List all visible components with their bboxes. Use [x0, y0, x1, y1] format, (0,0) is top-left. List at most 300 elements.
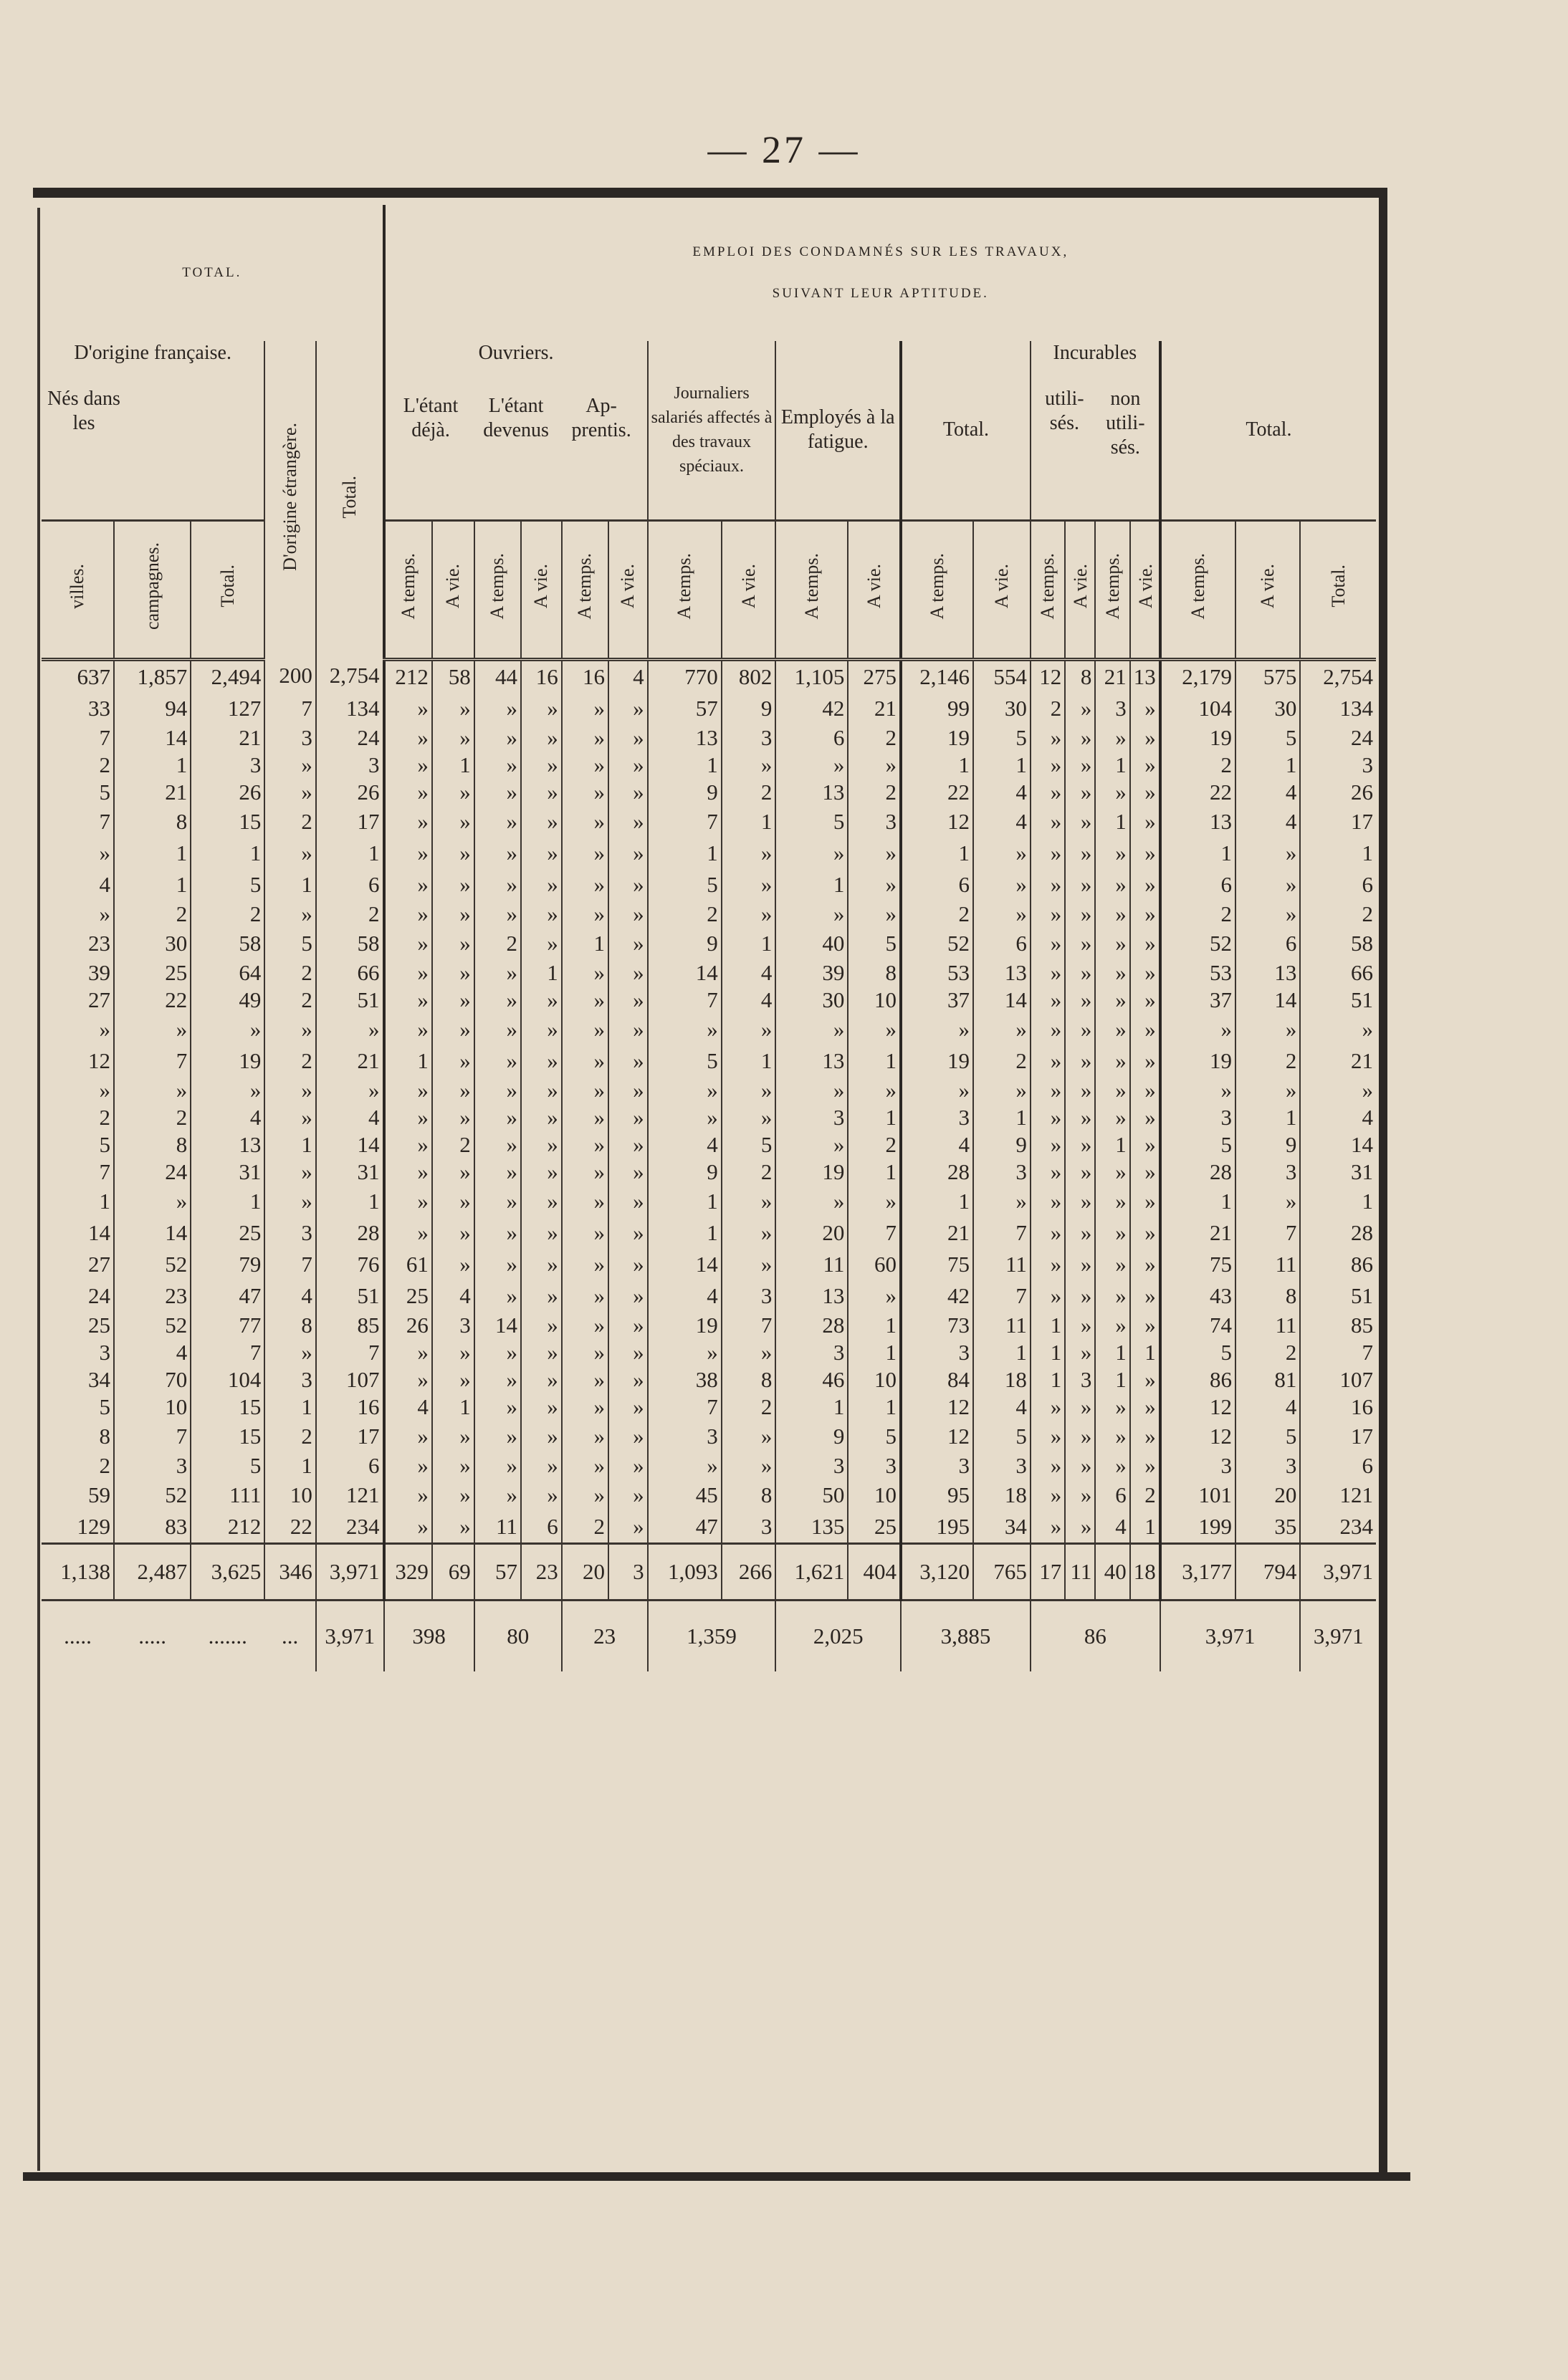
- table-row-cell: 13: [775, 1280, 848, 1312]
- table-row-cell: 30: [114, 928, 191, 959]
- table-row-cell: 1: [1235, 1104, 1300, 1131]
- table-row-cell: 21: [1160, 1217, 1235, 1249]
- table-row-cell: »: [521, 869, 562, 901]
- table-row-cell: 1: [1031, 1366, 1065, 1393]
- table-row-cell: »: [521, 1312, 562, 1339]
- table-row-cell: 2: [114, 901, 191, 928]
- bottom-rule: [23, 2172, 1410, 2181]
- table-row-cell: 7: [316, 1339, 384, 1366]
- table-row-cell: 14: [973, 987, 1031, 1014]
- totals-row-cell: 404: [848, 1543, 901, 1600]
- table-row-cell: »: [1095, 1452, 1129, 1479]
- table-row-cell: »: [722, 869, 776, 901]
- table-row-cell: »: [264, 1186, 316, 1217]
- table-row-cell: »: [608, 1339, 648, 1366]
- table-row-cell: 2: [1300, 901, 1376, 928]
- table-row-cell: 4: [722, 987, 776, 1014]
- table-row-cell: »: [521, 987, 562, 1014]
- table-row-cell: 2: [99, 1104, 110, 1130]
- table-row-cell: »: [1065, 901, 1095, 928]
- table-row-cell: »: [1031, 1421, 1065, 1452]
- table-row-cell: »: [1065, 838, 1095, 869]
- table-row-cell: 70: [114, 1366, 191, 1393]
- table-row-cell: 12: [901, 1421, 973, 1452]
- totals-row: [42, 1543, 1376, 1600]
- table-row-cell: »: [474, 1158, 521, 1186]
- header-emploi: [384, 205, 1376, 341]
- table-row-cell: 3: [1235, 1452, 1300, 1479]
- table-row-cell: 1: [722, 928, 776, 959]
- table-row-cell: 46: [775, 1366, 848, 1393]
- col-atemps-1: [384, 520, 432, 659]
- table-row: [42, 1479, 1376, 1511]
- table-row-cell: »: [521, 779, 562, 806]
- col-avie-8: [1130, 520, 1160, 659]
- table-row-cell: »: [1235, 1186, 1300, 1217]
- table-row-cell: »: [562, 1217, 608, 1249]
- table-row-cell: 3: [722, 1511, 776, 1544]
- table-row-cell: »: [562, 1131, 608, 1158]
- table-row-cell: »: [432, 779, 474, 806]
- table-row-cell: 73: [901, 1312, 973, 1339]
- table-row-cell: 39: [775, 959, 848, 987]
- table-row: [42, 901, 1376, 928]
- table-row-cell: 1: [775, 869, 848, 901]
- table-row-cell: 14: [87, 1219, 110, 1245]
- table-row-cell: 15: [191, 1421, 264, 1452]
- table-row-cell: 5: [191, 869, 264, 901]
- table-row-cell: »: [848, 1186, 901, 1217]
- table-row-cell: »: [521, 1045, 562, 1077]
- table-row-cell: »: [474, 987, 521, 1014]
- col-atemps-3-label: A temps.: [574, 552, 596, 620]
- table-row-cell: »: [432, 1421, 474, 1452]
- table-row-cell: »: [1235, 869, 1300, 901]
- table-row-cell: »: [608, 1014, 648, 1045]
- table-row-cell: 1: [1095, 752, 1129, 779]
- table-row-cell: 4: [901, 1131, 973, 1158]
- col-atemps-4-label: A temps.: [674, 552, 695, 620]
- table-row-cell: »: [1065, 987, 1095, 1014]
- table-row-cell: »: [1095, 838, 1129, 869]
- table-row-cell: »: [432, 901, 474, 928]
- table-row-cell: 4: [648, 1131, 722, 1158]
- table-row-cell: »: [562, 959, 608, 987]
- table-row-cell: 554: [973, 659, 1031, 693]
- table-row-cell: 57: [648, 693, 722, 724]
- table-row-cell: 129: [77, 1513, 110, 1539]
- totals-row-cell: 57: [474, 1543, 521, 1600]
- table-row-cell: »: [1031, 1158, 1065, 1186]
- table-row-cell: »: [1031, 1249, 1065, 1280]
- table-row-cell: 9: [648, 1158, 722, 1186]
- header-origine-fr-label: D'origine française.: [74, 342, 231, 364]
- table-row-cell: 11: [973, 1249, 1031, 1280]
- totals-row-cell: 794: [1235, 1543, 1300, 1600]
- table-row-cell: 2: [722, 1393, 776, 1421]
- col-total-last-label: Total.: [1327, 565, 1349, 608]
- table-row-cell: »: [474, 1339, 521, 1366]
- table-row-cell: 15: [191, 806, 264, 838]
- totals-row-cell: 1,093: [648, 1543, 722, 1600]
- table-row-cell: 4: [1095, 1511, 1129, 1544]
- table-row-cell: 5: [648, 869, 722, 901]
- table-row-cell: »: [1065, 869, 1095, 901]
- table-row-cell: 7: [1300, 1339, 1376, 1366]
- table-row-cell: »: [973, 1077, 1031, 1104]
- table-row-cell: 1: [848, 1393, 901, 1421]
- table-row-cell: »: [1065, 752, 1095, 779]
- table-row-cell: 4: [264, 1280, 316, 1312]
- table-row: [42, 1045, 1376, 1077]
- table-row-cell: »: [384, 869, 432, 901]
- table-row-cell: »: [1130, 838, 1160, 869]
- table-row-cell: »: [384, 959, 432, 987]
- table-row-cell: 24: [87, 1282, 110, 1308]
- table-row-cell: »: [1130, 1014, 1160, 1045]
- table-row-cell: 12: [1160, 1421, 1235, 1452]
- table-row: [42, 1366, 1376, 1393]
- table-row-cell: »: [432, 869, 474, 901]
- table-row-cell: 2: [973, 1045, 1031, 1077]
- table-row-cell: »: [384, 752, 432, 779]
- table-row-cell: 11: [474, 1511, 521, 1544]
- table-row-cell: 84: [901, 1366, 973, 1393]
- table-row-cell: »: [1065, 1077, 1095, 1104]
- table-row-cell: »: [1031, 1077, 1065, 1104]
- table-row-cell: »: [1065, 779, 1095, 806]
- table-row-cell: 1: [648, 838, 722, 869]
- table-row-cell: 1: [562, 928, 608, 959]
- header-nes: Nés dans les: [47, 388, 120, 434]
- table-row-cell: 3: [316, 752, 384, 779]
- table-row-cell: »: [608, 1158, 648, 1186]
- table-row-cell: »: [562, 1158, 608, 1186]
- table-row-cell: 212: [384, 659, 432, 693]
- table-row-cell: 1: [648, 1186, 722, 1217]
- table-row-cell: »: [775, 1077, 848, 1104]
- table-row-cell: »: [1130, 1366, 1160, 1393]
- table-row-cell: 121: [1300, 1479, 1376, 1511]
- table-row-cell: 135: [775, 1511, 848, 1544]
- col-avie-8-label: A vie.: [1134, 563, 1156, 609]
- table-row-cell: »: [384, 987, 432, 1014]
- table-row-cell: »: [1031, 1014, 1065, 1045]
- table-row-cell: 5: [848, 1421, 901, 1452]
- table-row-cell: 5: [775, 806, 848, 838]
- table-row-cell: »: [1065, 928, 1095, 959]
- table-row-cell: »: [562, 869, 608, 901]
- table-row-cell: 2: [264, 1045, 316, 1077]
- table-row-cell: 18: [973, 1366, 1031, 1393]
- col-avie-4: [722, 520, 776, 659]
- table-row-cell: 86: [1160, 1366, 1235, 1393]
- totals-row-cell: 3,177: [1160, 1543, 1235, 1600]
- table-row-cell: 2: [848, 1131, 901, 1158]
- table-row-cell: »: [1031, 959, 1065, 987]
- table-row-cell: »: [1031, 779, 1065, 806]
- table-row-cell: 6: [521, 1511, 562, 1544]
- header-etant-devenus: L'étant devenus: [483, 395, 549, 441]
- table-row-cell: »: [848, 1280, 901, 1312]
- final-total-cell: 80: [474, 1600, 562, 1671]
- table-row-cell: 19: [191, 1045, 264, 1077]
- table-row-cell: »: [432, 1077, 474, 1104]
- table-row-cell: 38: [648, 1366, 722, 1393]
- table-row-cell: »: [521, 901, 562, 928]
- table-row: [42, 1158, 1376, 1186]
- table-row-cell: 1: [264, 1393, 316, 1421]
- totals-row-cell: 40: [1095, 1543, 1129, 1600]
- table-row-cell: 22: [1160, 779, 1235, 806]
- table-row-cell: 7: [191, 1339, 264, 1366]
- table-row-cell: 1: [1130, 1339, 1160, 1366]
- table-row-cell: »: [1130, 693, 1160, 724]
- table-row-cell: »: [1031, 1511, 1065, 1544]
- table-row-cell: 14: [474, 1312, 521, 1339]
- header-origine-etr: [264, 341, 316, 659]
- table-row-cell: 52: [114, 1249, 191, 1280]
- table-row-cell: »: [1130, 779, 1160, 806]
- table-row-cell: »: [521, 693, 562, 724]
- table-row-cell: »: [264, 1158, 316, 1186]
- table-row-cell: »: [608, 1131, 648, 1158]
- table-row: [42, 1014, 1376, 1045]
- table-row-cell: 51: [316, 1280, 384, 1312]
- table-row-cell: 8: [264, 1312, 316, 1339]
- table-row-cell: 5: [264, 928, 316, 959]
- table-row: [42, 659, 1376, 693]
- table-row-cell: 28: [775, 1312, 848, 1339]
- table-row-cell: »: [562, 779, 608, 806]
- table-row-cell: »: [521, 1421, 562, 1452]
- totals-row-cell: 3,971: [316, 1543, 384, 1600]
- table-row-cell: »: [1095, 928, 1129, 959]
- header-non-utilises: non utili- sés.: [1106, 388, 1145, 459]
- table-row-cell: »: [722, 1217, 776, 1249]
- table-row-cell: 13: [1160, 806, 1235, 838]
- table-row-cell: 19: [775, 1158, 848, 1186]
- table-row-cell: 101: [1160, 1479, 1235, 1511]
- table-row-cell: »: [114, 1186, 191, 1217]
- table-row-cell: 11: [1235, 1249, 1300, 1280]
- table-row-cell: 12: [87, 1047, 110, 1073]
- table-row-cell: 3: [264, 1217, 316, 1249]
- table-row-cell: »: [562, 1339, 608, 1366]
- table-row-cell: »: [562, 1393, 608, 1421]
- table-row-cell: 11: [775, 1249, 848, 1280]
- table-row-cell: 575: [1235, 659, 1300, 693]
- table-row-cell: »: [99, 1077, 110, 1103]
- table-row-cell: 2: [648, 901, 722, 928]
- table-row-cell: 58: [1300, 928, 1376, 959]
- table-row-cell: 5: [848, 928, 901, 959]
- table-row-cell: »: [432, 1479, 474, 1511]
- table-row-cell: »: [562, 1186, 608, 1217]
- table-row-cell: 104: [1160, 693, 1235, 724]
- table-row-cell: »: [264, 1339, 316, 1366]
- table-row-cell: »: [775, 752, 848, 779]
- table-row-cell: »: [474, 1217, 521, 1249]
- table-row-cell: »: [1065, 1312, 1095, 1339]
- table-row-cell: 12: [1160, 1393, 1235, 1421]
- table-row-cell: »: [608, 1045, 648, 1077]
- table-row-cell: 2: [1130, 1479, 1160, 1511]
- table-row-cell: 3: [191, 752, 264, 779]
- table-row-cell: 8: [114, 1131, 191, 1158]
- table-row-cell: 7: [114, 1045, 191, 1077]
- table-row-cell: 4: [1235, 1393, 1300, 1421]
- table-row-cell: 5: [1160, 1339, 1235, 1366]
- header-total-emp: Total.: [901, 341, 1031, 520]
- table-row-cell: 1: [191, 1186, 264, 1217]
- table-row-cell: 8: [114, 806, 191, 838]
- table-row-cell: »: [432, 693, 474, 724]
- table-row: [42, 838, 1376, 869]
- table-row-cell: 8: [1065, 659, 1095, 693]
- table-row-cell: »: [1065, 1217, 1095, 1249]
- table-row-cell: »: [384, 693, 432, 724]
- table-row-cell: »: [562, 1312, 608, 1339]
- table-row-cell: 59: [87, 1482, 110, 1507]
- table-row-cell: »: [432, 1186, 474, 1217]
- col-atemps-6-label: A temps.: [927, 552, 947, 620]
- table-row-cell: »: [648, 1452, 722, 1479]
- table-row-cell: »: [1130, 987, 1160, 1014]
- table-row-cell: »: [722, 752, 776, 779]
- table-row-cell: »: [1065, 1045, 1095, 1077]
- table-row-cell: 3: [1065, 1366, 1095, 1393]
- table-row-cell: 2: [1160, 752, 1235, 779]
- final-total-cell: 2,025: [775, 1600, 901, 1671]
- table-row-cell: 12: [901, 806, 973, 838]
- table-row-cell: »: [432, 1104, 474, 1131]
- table-row-cell: 3: [722, 724, 776, 752]
- table-row-cell: 2: [1235, 1045, 1300, 1077]
- table-row-cell: 121: [316, 1479, 384, 1511]
- table-row-cell: 1: [1095, 1339, 1129, 1366]
- table-row-cell: 3: [1160, 1104, 1235, 1131]
- totals-row-cell: 1,621: [775, 1543, 848, 1600]
- table-row-cell: 10: [264, 1479, 316, 1511]
- table-row-cell: 9: [722, 693, 776, 724]
- totals-row-cell: 2,487: [114, 1543, 191, 1600]
- table-row-cell: 2,146: [901, 659, 973, 693]
- table-row-cell: »: [264, 1077, 316, 1104]
- table-row-cell: 4: [384, 1393, 432, 1421]
- table-row-cell: 13: [973, 959, 1031, 987]
- table-row-cell: »: [973, 1186, 1031, 1217]
- table-row-cell: 2: [432, 1131, 474, 1158]
- table-row-cell: 31: [191, 1158, 264, 1186]
- table-row-cell: »: [521, 838, 562, 869]
- table-row-cell: »: [1130, 928, 1160, 959]
- table-row-cell: 134: [316, 693, 384, 724]
- table-row-cell: 58: [432, 659, 474, 693]
- table-row-cell: »: [722, 1452, 776, 1479]
- table-row: [42, 1421, 1376, 1452]
- table-row-cell: »: [432, 1158, 474, 1186]
- table-row-cell: 18: [973, 1479, 1031, 1511]
- header-emploi-line2: SUIVANT LEUR APTITUDE.: [772, 286, 989, 301]
- table-row-cell: 25: [114, 959, 191, 987]
- table-row-cell: »: [722, 1014, 776, 1045]
- table-row-cell: »: [384, 1339, 432, 1366]
- table-row-cell: »: [1095, 1186, 1129, 1217]
- table-row-cell: 7: [264, 693, 316, 724]
- table-row: [42, 1217, 1376, 1249]
- table-row-cell: 14: [648, 1249, 722, 1280]
- table-row-cell: »: [1095, 724, 1129, 752]
- totals-row-cell: 3,625: [191, 1543, 264, 1600]
- table-row-cell: 1: [848, 1158, 901, 1186]
- table-row-cell: »: [901, 1014, 973, 1045]
- table-row-cell: »: [384, 806, 432, 838]
- table-row-cell: 2: [722, 1158, 776, 1186]
- table-row-cell: »: [264, 779, 316, 806]
- table-row-cell: »: [1130, 1104, 1160, 1131]
- table-row-cell: 3: [901, 1104, 973, 1131]
- table-row-cell: »: [1095, 1158, 1129, 1186]
- table-row-cell: »: [1031, 901, 1065, 928]
- table-row-cell: 2,494: [191, 659, 264, 693]
- col-atemps-3: [562, 520, 608, 659]
- table-row-cell: »: [1065, 1186, 1095, 1217]
- table-row-cell: »: [608, 959, 648, 987]
- table-row-cell: 43: [1160, 1280, 1235, 1312]
- table-row-cell: 21: [191, 724, 264, 752]
- table-row-cell: »: [722, 1339, 776, 1366]
- table-row-cell: »: [1130, 806, 1160, 838]
- table-row: [42, 987, 1376, 1014]
- table-row-cell: »: [1065, 1014, 1095, 1045]
- table-row-cell: 13: [648, 724, 722, 752]
- header-total-inc: Total.: [1160, 341, 1376, 520]
- table-row-cell: 50: [775, 1479, 848, 1511]
- table-row-cell: »: [1065, 1511, 1095, 1544]
- header-incurables: [1031, 341, 1160, 520]
- table-row-cell: »: [562, 838, 608, 869]
- table-row-cell: 199: [1160, 1511, 1235, 1544]
- table-row-cell: 14: [648, 959, 722, 987]
- table-row-cell: 3: [432, 1312, 474, 1339]
- table-row-cell: »: [608, 869, 648, 901]
- table-row-cell: 12: [1031, 659, 1065, 693]
- table-row-cell: 4: [973, 1393, 1031, 1421]
- table-row-cell: »: [1031, 806, 1065, 838]
- table-row-cell: 4: [1300, 1104, 1376, 1131]
- table-row: [42, 693, 1376, 724]
- table-row-cell: 1: [114, 752, 191, 779]
- table-row-cell: 6: [1300, 1452, 1376, 1479]
- table-row: [42, 1393, 1376, 1421]
- table-row-cell: 2: [1235, 1339, 1300, 1366]
- table-row-cell: »: [1031, 838, 1065, 869]
- table-row-cell: »: [1095, 1421, 1129, 1452]
- table-row-cell: 27: [87, 1251, 110, 1277]
- table-row-cell: 1: [99, 1188, 110, 1214]
- table-row-cell: »: [562, 806, 608, 838]
- totals-row-cell: 1,138: [42, 1543, 114, 1600]
- table-row-cell: »: [521, 806, 562, 838]
- table-row-cell: 1: [901, 1186, 973, 1217]
- table-row-cell: 1: [1095, 1131, 1129, 1158]
- table-row-cell: 1,857: [114, 659, 191, 693]
- totals-row-cell: 3,120: [901, 1543, 973, 1600]
- table-row-cell: »: [521, 1479, 562, 1511]
- table-row-cell: »: [1130, 1249, 1160, 1280]
- table-row-cell: »: [1130, 1131, 1160, 1158]
